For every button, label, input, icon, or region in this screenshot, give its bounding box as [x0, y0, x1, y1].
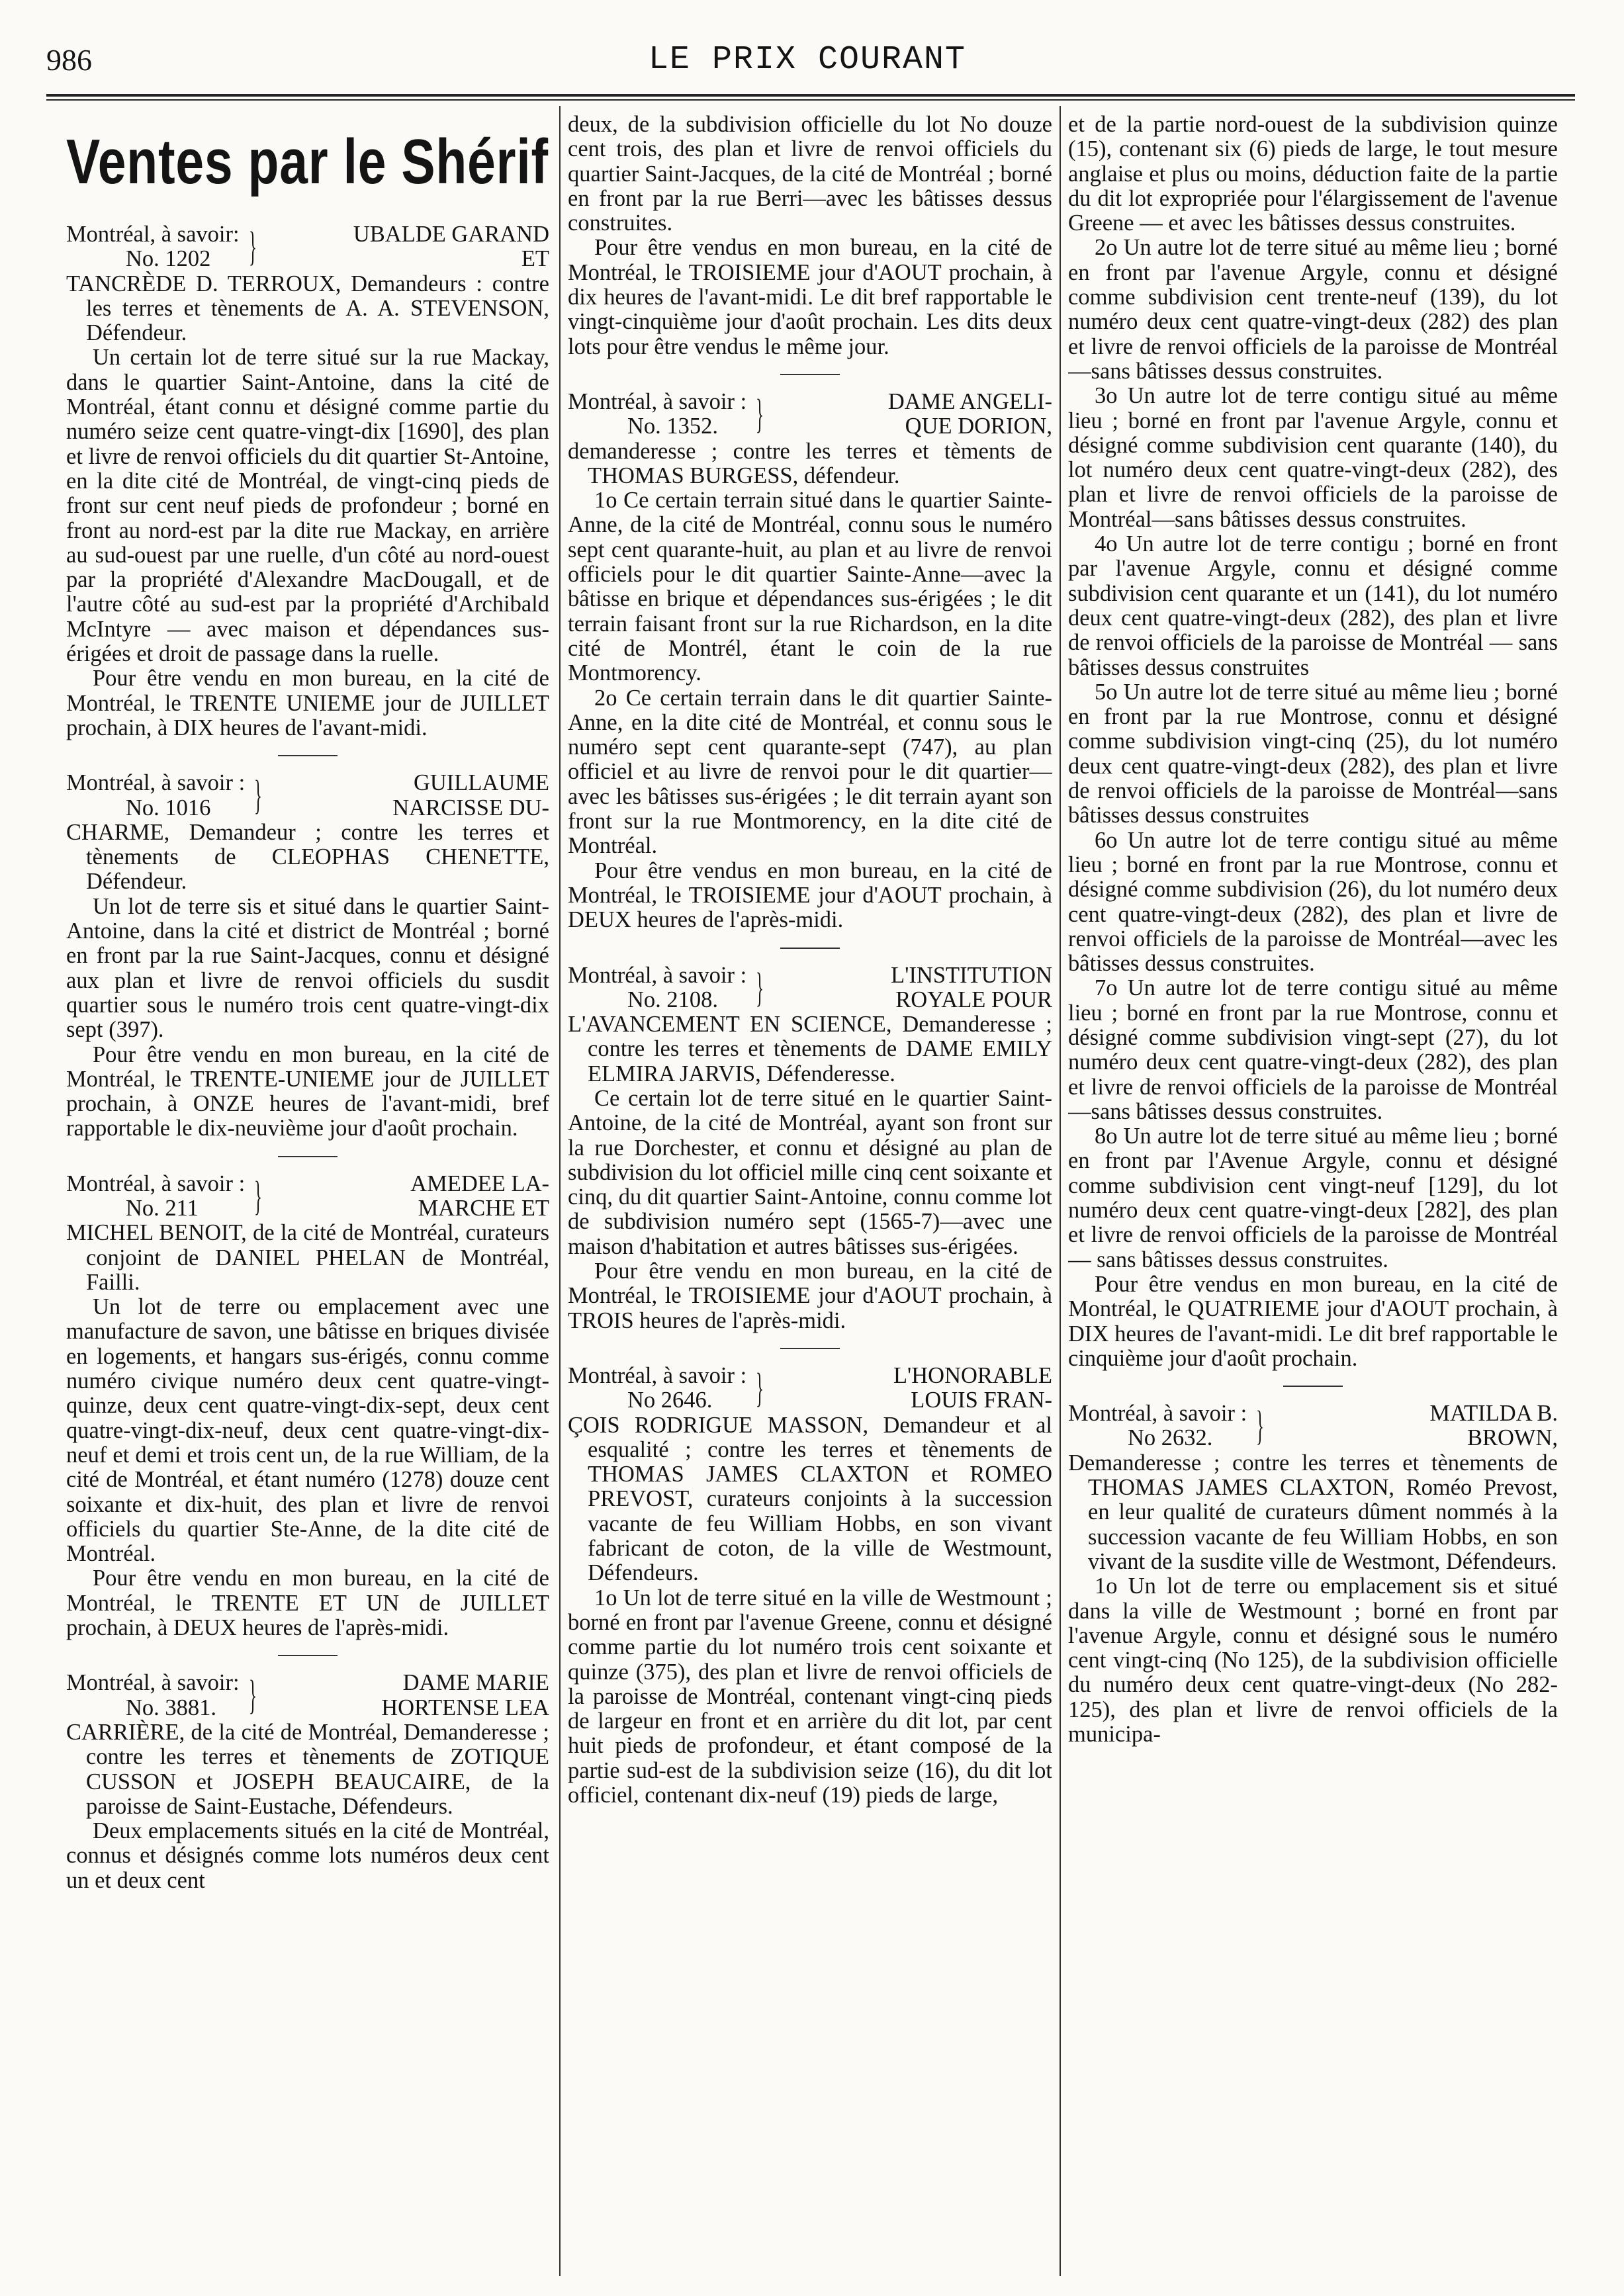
case-caption: [568, 963, 1052, 1013]
case-caption: [66, 1172, 549, 1221]
parties-text: L'AVANCEMENT EN SCIENCE, Demanderesse ; contre les terres et tènements de DAME EMILY ELMIRA JARVIS, Défenderesse.: [568, 1012, 1052, 1086]
notice-paragraph: 1o Un lot de terre situé en la ville de Westmount ; borné en front par l'avenue Greene, connu et désigné comme partie du lot numéro trois cent soixante et quinze (375), des plan et livre de renvoi officiels de la paroisse de Montréal, contenant vingt-cinq pieds de largeur en front et en arrière du dit lot, par cent huit pieds de profondeur, et étant composé de la partie sud-est de la subdivision seize (16), du dit lot officiel, contenant dix-neuf (19) pieds de large,: [568, 1585, 1052, 1808]
continued-text: et de la partie nord-ouest de la subdivision quinze (15), contenant six (6) pieds de large, le tout mesure anglaise et plus ou moins, déduction faite de la partie du dit lot expropriée pour l'élargissement de l'avenue Greene — et avec les bâtisses dessus construites.: [1068, 112, 1558, 236]
plaintiff-name: DAME MARIE: [402, 1670, 549, 1696]
column-1: [66, 112, 549, 2276]
caption-right: [269, 771, 549, 820]
plaintiff-name: MATILDA B.: [1429, 1401, 1558, 1427]
caption-right: [770, 1364, 1052, 1413]
case-caption: [66, 771, 549, 820]
notice-paragraph: 6o Un autre lot de terre contigu situé au même lieu ; borné en front par la rue Montrose, connu et désigné comme subdivision (26), du lot numéro deux cent quatre-vingt-deux (282), des plan et livre de renvoi officiels de la paroisse de Montréal—avec les bâtisses dessus construites.: [1068, 827, 1558, 977]
notice-paragraph: 8o Un autre lot de terre situé au même lieu ; borné en front par l'Avenue Argyle, connu et désigné comme subdivision cent vingt-neuf [129], du lot numéro deux cent quatre-vingt-deux [282], des plan et livre de renvoi officiels de la paroisse de Montréal — sans bâtisses dessus construites.: [1068, 1124, 1558, 1272]
caption-place: Montréal, à savoir :: [568, 1362, 747, 1388]
notice-paragraph: Pour être vendus en mon bureau, en la cité de Montréal, le QUATRIEME jour d'AOUT prochain, à DIX heures de l'avant-midi. Le dit bref rapportable le cinquième jour d'août prochain.: [1068, 1271, 1558, 1371]
notice-separator: [780, 948, 840, 949]
caption-brace: }: [756, 965, 764, 1010]
plaintiff-name-cont: ROYALE POUR: [895, 987, 1052, 1012]
case-caption: [1068, 1401, 1558, 1451]
parties-text: CARRIÈRE, de la cité de Montréal, Demanderesse ; contre les terres et tènements de ZOTIQUE CUSSON et JOSEPH BEAUCAIRE, de la paroisse de Saint-Eustache, Défendeurs.: [66, 1719, 549, 1819]
plaintiff-name-cont: NARCISSE DU-: [392, 795, 549, 820]
notice-paragraph: 2o Un autre lot de terre situé au même lieu ; borné en front par l'avenue Argyle, connu et désigné comme subdivision cent trente-neuf (139), du lot numéro deux cent quatre-vingt-deux (282) des plan et livre de renvoi officiels de la paroisse de Montréal—sans bâtisses dessus construites.: [1068, 235, 1558, 384]
plaintiff-name: L'HONORABLE: [893, 1362, 1052, 1388]
notice-separator: [780, 1348, 840, 1349]
notice-paragraph: 3o Un autre lot de terre contigu situé au même lieu ; borné en front par l'avenue Argyle, connu et désigné comme subdivision cent quarante (140), du lot numéro deux cent quatre-vingt-deux (282), des plan et livre de renvoi officiels de la paroisse de Montréal—sans bâtisses dessus construites.: [1068, 383, 1558, 532]
caption-right: [263, 1671, 549, 1720]
caption-left: [568, 390, 746, 439]
notice-separator: [780, 374, 840, 375]
plaintiff-name-cont: QUE DORION,: [905, 414, 1052, 439]
notice-paragraph: Un certain lot de terre situé sur la rue Mackay, dans le quartier Saint-Antoine, dans la cité de Montréal, étant connu et désigné comme partie du numéro seize cent quatre-vingt-dix [1690], des plan et livre de renvoi officiels du dit quartier St-Antoine, en la dite cité de Montréal, de vingt-cinq pieds de front sur cent neuf pieds de profondeur ; borné en front au nord-est par la dite rue Mackay, en arrière au sud-ouest par une ruelle, d'un côté au nord-ouest par la propriété d'Alexandre MacDougall, et de l'autre côté au sud-est par la propriété d'Archibald McIntyre — avec maison et dépendances sus-érigées et droit de passage dans la ruelle.: [66, 345, 549, 667]
notice-paragraph: 1o Ce certain terrain situé dans le quartier Sainte-Anne, de la cité de Montréal, connu sous le numéro sept cent quarante-huit, au plan et au livre de renvoi officiels pour le dit quartier Sainte-Anne—avec la bâtisse en brique et dépendances sus-érigées ; le dit terrain faisant front sur la rue Richardson, en la dite cité de Montrél, étant le coin de la rue Montmorency.: [568, 488, 1052, 686]
plaintiff-name-cont: HORTENSE LEA: [381, 1695, 549, 1720]
parties-text: demanderesse ; contre les terres et tèments de THOMAS BURGESS, défendeur.: [568, 438, 1052, 488]
column-divider: [1060, 106, 1061, 2276]
notice-paragraph: Pour être vendu en mon bureau, en la cité de Montréal, le TRENTE UNIEME jour de JUILLET prochain, à DIX heures de l'avant-midi.: [66, 666, 549, 740]
caption-left: [66, 222, 240, 272]
caption-brace: }: [248, 1673, 257, 1718]
notice-paragraph: Ce certain lot de terre situé en le quartier Saint-Antoine, de la cité de Montréal, ayant son front sur la rue Dorchester, et connu et désigné au plan de subdivision du lot officiel mille cinq cent soixante et cinq, du dit quartier Saint-Antoine, connu comme lot de subdivision numéro sept (1565-7)—avec une maison d'habitation et autres bâtisses sus-érigées.: [568, 1085, 1052, 1259]
parties-text: TANCRÈDE D. TERROUX, Demandeurs : contre les terres et tènements de A. A. STEVENSON, Défendeur.: [66, 271, 549, 346]
case-number: No. 1202: [126, 246, 211, 272]
continued-text: deux, de la subdivision officielle du lot No douze cent trois, des plan et livre de renvoi officiels du quartier Saint-Jacques, de la cité de Montréal ; borné en front par la rue Berri—avec les bâtisses dessus construites.: [568, 112, 1052, 236]
plaintiff-name-cont: MARCHE ET: [418, 1195, 549, 1221]
caption-place: Montréal, à savoir :: [568, 962, 747, 988]
notice-paragraph: 4o Un autre lot de terre contigu ; borné en front par l'avenue Argyle, connu et désigné comme subdivision cent quarante et un (141), du lot numéro deux cent quatre-vingt-deux (282), des plan et livre de renvoi officiels de la paroisse de Montréal — sans bâtisses dessus construites: [1068, 531, 1558, 680]
column-3: [1068, 112, 1558, 2276]
case-caption: [568, 1364, 1052, 1413]
caption-left: [66, 1671, 240, 1720]
case-number: No. 3881.: [126, 1695, 217, 1720]
case-number: No. 1016: [126, 795, 211, 820]
caption-brace: }: [248, 224, 257, 269]
caption-brace: }: [254, 773, 263, 818]
notice-paragraph: 7o Un autre lot de terre contigu situé au même lieu ; borné en front par la rue Montrose, connu et désigné comme subdivision vingt-sept (27), du lot numéro deux cent quatre-vingt-deux (282), des plan et livre de renvoi officiels de la paroisse de Montréal—sans bâtisses dessus construites.: [1068, 975, 1558, 1124]
case-caption: [568, 390, 1052, 439]
caption-left: [66, 771, 245, 820]
notice-paragraph: Deux emplacements situés en la cité de Montréal, connus et désignés comme lots numéros deux cent un et deux cent: [66, 1818, 549, 1893]
caption-brace: }: [756, 1365, 764, 1411]
notice-paragraph: Pour être vendus en mon bureau, en la cité de Montréal, le TROISIEME jour d'AOUT prochain, à dix heures de l'avant-midi. Le dit bref rapportable le vingt-cinquième jour d'août prochain. Les dits deux lots pour être vendus le même jour.: [568, 235, 1052, 359]
plaintiff-name-cont: ET: [521, 246, 549, 272]
notice-separator: [278, 1655, 338, 1656]
page-header: [46, 37, 1568, 83]
caption-left: [568, 1364, 746, 1413]
notice-paragraph: 1o Un lot de terre ou emplacement sis et situé dans la ville de Westmount ; borné en front par l'avenue Argyle, connu et désigné sous le numéro cent vingt-cinq (No 125), de la subdivision officielle du numéro deux cent quatre-vingt-deux (No 282-125), des plan et livre de renvoi officiels de la municipa-: [1068, 1573, 1558, 1747]
page-number: 986: [46, 43, 92, 77]
notice-separator: [278, 755, 338, 756]
parties-text: Demanderesse ; contre les terres et tènements de THOMAS JAMES CLAXTON, Roméo Prevost, en leur qualité de curateurs dûment nommés à la succession vacante de feu William Hobbs, en son vivant de la susdite ville de Westmont, Défendeurs.: [1068, 1450, 1558, 1574]
plaintiff-name: AMEDEE LA-: [410, 1170, 549, 1196]
notice-separator: [1283, 1386, 1343, 1387]
caption-left: [66, 1172, 245, 1221]
parties-text: ÇOIS RODRIGUE MASSON, Demandeur et al esqualité ; contre les terres et tènements de THOMAS JAMES CLAXTON et ROMEO PREVOST, curateurs conjoints à la succession vacante de feu William Hobbs, en son vivant fabricant de coton, de la ville de Westmount, Défendeurs.: [568, 1412, 1052, 1586]
notice-paragraph: 5o Un autre lot de terre situé au même lieu ; borné en front par la rue Montrose, connu et désigné comme subdivision vingt-cinq (25), du lot numéro deux cent quatre-vingt-deux (282), des plan et livre de renvoi officiels de la paroisse de Montréal—sans bâtisses dessus construites: [1068, 679, 1558, 828]
case-caption: [66, 1671, 549, 1720]
caption-brace: }: [254, 1173, 263, 1219]
case-number: No 2632.: [1128, 1425, 1213, 1451]
notice-paragraph: 2o Ce certain terrain dans le dit quartier Sainte-Anne, en la dite cité de Montréal, et connu sous le numéro sept cent quarante-sept (747), au plan officiel et au livre de renvoi pour le dit quartier—avec les bâtisses sus-érigées ; le dit terrain ayant son front sur la rue Montmorency, en la dite cité de Montréal.: [568, 685, 1052, 859]
caption-left: [568, 963, 746, 1013]
caption-place: Montréal, à savoir:: [66, 222, 240, 247]
notice-paragraph: Un lot de terre ou emplacement avec une manufacture de savon, une bâtisse en briques divisée en logements, et hangars sus-érigés, connu comme numéro civique numéro deux cent quatre-vingt-quinze, deux cent quatre-vingt-dix-sept, deux cent quatre-vingt-dix-neuf, deux cent quatre-vingt-dix-neuf et demi et trois cent un, de la rue William, de la cité de Montréal, et étant numéro (1278) douze cent soixante et dix-huit, des plan et livre de renvoi officiels du quartier Ste-Anne, de la dite cité de Montréal.: [66, 1294, 549, 1567]
caption-right: [263, 222, 549, 272]
case-number: No. 2108.: [627, 987, 719, 1012]
plaintiff-name: UBALDE GARAND: [353, 222, 549, 247]
case-number: No 2646.: [627, 1388, 713, 1413]
notice-separator: [278, 1156, 338, 1157]
plaintiff-name: GUILLAUME: [413, 770, 549, 796]
notice-paragraph: Un lot de terre sis et situé dans le quartier Saint-Antoine, dans la cité et district de Montréal ; borné en front par la rue Saint-Jacques, connu et désigné aux plan et livre de renvoi officiels du susdit quartier sous le numéro trois cent quatre-vingt-dix sept (397).: [66, 893, 549, 1043]
case-caption: [66, 222, 549, 272]
caption-right: [1271, 1401, 1558, 1451]
case-number: No. 211: [126, 1195, 199, 1221]
plaintiff-name: L'INSTITUTION: [891, 962, 1052, 988]
header-rule-thin: [46, 99, 1575, 101]
parties-text: MICHEL BENOIT, de la cité de Montréal, curateurs conjoint de DANIEL PHELAN de Montréal, Failli.: [66, 1220, 549, 1295]
caption-right: [770, 963, 1052, 1013]
plaintiff-name-cont: LOUIS FRAN-: [911, 1388, 1052, 1413]
caption-right: [269, 1172, 549, 1221]
caption-left: [1068, 1401, 1247, 1451]
plaintiff-name-cont: BROWN,: [1466, 1425, 1558, 1451]
notice-paragraph: Pour être vendu en mon bureau, en la cité de Montréal, le TRENTE ET UN de JUILLET prochain, à DEUX heures de l'après-midi.: [66, 1566, 549, 1641]
caption-brace: }: [756, 391, 764, 437]
caption-place: Montréal, à savoir :: [66, 770, 246, 796]
notice-paragraph: Pour être vendu en mon bureau, en la cité de Montréal, le TRENTE-UNIEME jour de JUILLET prochain, à ONZE heures de l'avant-midi, bref rapportable le dix-neuvième jour d'août prochain.: [66, 1041, 549, 1141]
column-divider: [559, 106, 561, 2276]
header-rule: [46, 94, 1575, 97]
notice-paragraph: Pour être vendu en mon bureau, en la cité de Montréal, le TROISIEME jour d'AOUT prochain, à TROIS heures de l'après-midi.: [568, 1258, 1052, 1333]
running-title: LE PRIX COURANT: [648, 41, 967, 79]
notice-paragraph: Pour être vendus en mon bureau, en la cité de Montréal, le TROISIEME jour d'AOUT prochain, à DEUX heures de l'après-midi.: [568, 858, 1052, 933]
plaintiff-name: DAME ANGELI-: [887, 388, 1052, 414]
parties-text: CHARME, Demandeur ; contre les terres et tènements de CLEOPHAS CHENETTE, Défendeur.: [66, 819, 549, 895]
caption-right: [770, 390, 1052, 439]
case-number: No. 1352.: [627, 414, 719, 439]
section-title: Ventes par le Shérif: [66, 126, 549, 197]
caption-place: Montréal, à savoir :: [568, 388, 747, 414]
caption-place: Montréal, à savoir :: [66, 1170, 246, 1196]
caption-place: Montréal, à savoir :: [1068, 1401, 1247, 1427]
caption-brace: }: [1256, 1403, 1265, 1449]
column-2: [568, 112, 1052, 2276]
caption-place: Montréal, à savoir:: [66, 1670, 240, 1696]
